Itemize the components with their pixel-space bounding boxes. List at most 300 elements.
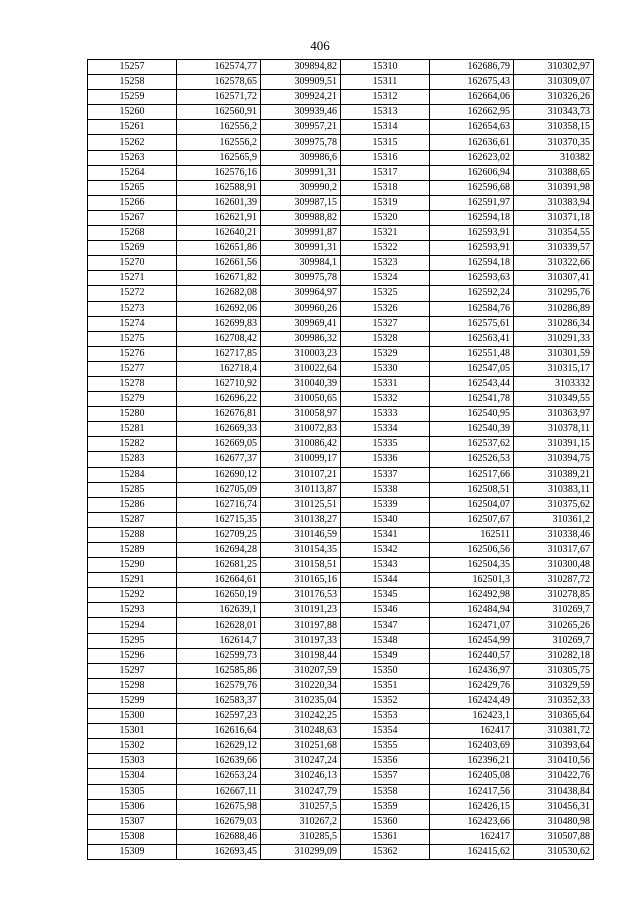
table-row xyxy=(88,331,594,346)
cell-point-id-left: 15272 xyxy=(88,286,177,301)
cell-y-right: 310339,57 xyxy=(514,241,594,256)
table-row xyxy=(88,195,594,210)
cell-x-right: 162592,24 xyxy=(430,286,514,301)
cell-point-id-left: 15286 xyxy=(88,497,177,512)
cell-point-id-right: 15316 xyxy=(341,150,430,165)
cell-x-left: 162578,65 xyxy=(177,75,261,90)
cell-y-left: 310086,42 xyxy=(261,437,341,452)
cell-point-id-right: 15353 xyxy=(341,709,430,724)
table-row xyxy=(88,573,594,588)
cell-y-right: 310291,33 xyxy=(514,331,594,346)
cell-y-right: 310286,34 xyxy=(514,316,594,331)
cell-y-left: 310107,21 xyxy=(261,467,341,482)
cell-point-id-right: 15351 xyxy=(341,678,430,693)
cell-x-right: 162426,15 xyxy=(430,799,514,814)
table-row xyxy=(88,256,594,271)
cell-y-left: 310146,59 xyxy=(261,527,341,542)
cell-x-right: 162504,35 xyxy=(430,558,514,573)
cell-x-right: 162675,43 xyxy=(430,75,514,90)
cell-y-right: 310530,62 xyxy=(514,844,594,859)
table-row xyxy=(88,135,594,150)
cell-point-id-right: 15338 xyxy=(341,482,430,497)
cell-y-left: 309990,2 xyxy=(261,180,341,195)
cell-x-right: 162504,07 xyxy=(430,497,514,512)
cell-point-id-left: 15266 xyxy=(88,195,177,210)
cell-point-id-left: 15287 xyxy=(88,512,177,527)
cell-x-right: 162593,63 xyxy=(430,271,514,286)
cell-point-id-right: 15359 xyxy=(341,799,430,814)
cell-x-left: 162597,23 xyxy=(177,709,261,724)
cell-x-right: 162429,76 xyxy=(430,678,514,693)
cell-y-right: 310394,75 xyxy=(514,452,594,467)
cell-point-id-right: 15343 xyxy=(341,558,430,573)
cell-point-id-left: 15302 xyxy=(88,739,177,754)
table-row xyxy=(88,271,594,286)
cell-x-right: 162511 xyxy=(430,527,514,542)
cell-point-id-left: 15297 xyxy=(88,663,177,678)
cell-x-left: 162639,1 xyxy=(177,603,261,618)
cell-y-left: 309924,21 xyxy=(261,90,341,105)
table-row xyxy=(88,754,594,769)
cell-x-right: 162454,99 xyxy=(430,633,514,648)
cell-point-id-left: 15267 xyxy=(88,210,177,225)
cell-x-left: 162690,12 xyxy=(177,467,261,482)
cell-y-right: 310382 xyxy=(514,150,594,165)
cell-x-left: 162688,46 xyxy=(177,829,261,844)
cell-x-right: 162591,97 xyxy=(430,195,514,210)
cell-point-id-left: 15276 xyxy=(88,346,177,361)
cell-y-right: 310388,65 xyxy=(514,165,594,180)
table-row xyxy=(88,543,594,558)
cell-y-right: 310480,98 xyxy=(514,814,594,829)
cell-point-id-right: 15339 xyxy=(341,497,430,512)
cell-y-right: 310361,2 xyxy=(514,512,594,527)
table-row xyxy=(88,663,594,678)
cell-x-left: 162583,37 xyxy=(177,693,261,708)
cell-point-id-left: 15304 xyxy=(88,769,177,784)
cell-point-id-left: 15295 xyxy=(88,633,177,648)
cell-y-right: 310365,64 xyxy=(514,709,594,724)
table-row xyxy=(88,226,594,241)
cell-x-right: 162547,05 xyxy=(430,361,514,376)
cell-x-left: 162556,2 xyxy=(177,120,261,135)
table-row xyxy=(88,210,594,225)
cell-x-right: 162417,56 xyxy=(430,784,514,799)
cell-point-id-right: 15347 xyxy=(341,618,430,633)
cell-y-right: 310391,15 xyxy=(514,437,594,452)
cell-y-left: 310197,88 xyxy=(261,618,341,633)
cell-y-right: 310329,59 xyxy=(514,678,594,693)
cell-y-left: 309991,87 xyxy=(261,226,341,241)
cell-point-id-left: 15289 xyxy=(88,543,177,558)
cell-x-left: 162681,25 xyxy=(177,558,261,573)
cell-x-right: 162541,78 xyxy=(430,392,514,407)
cell-x-left: 162628,01 xyxy=(177,618,261,633)
table-row xyxy=(88,512,594,527)
cell-x-right: 162440,57 xyxy=(430,648,514,663)
cell-point-id-left: 15262 xyxy=(88,135,177,150)
cell-x-right: 162423,66 xyxy=(430,814,514,829)
table-row xyxy=(88,678,594,693)
table-row xyxy=(88,784,594,799)
cell-point-id-left: 15264 xyxy=(88,165,177,180)
cell-point-id-left: 15284 xyxy=(88,467,177,482)
cell-y-left: 310248,63 xyxy=(261,724,341,739)
cell-point-id-left: 15278 xyxy=(88,376,177,391)
cell-y-left: 310247,24 xyxy=(261,754,341,769)
table-row xyxy=(88,105,594,120)
cell-point-id-left: 15270 xyxy=(88,256,177,271)
cell-point-id-right: 15321 xyxy=(341,226,430,241)
cell-y-left: 310113,87 xyxy=(261,482,341,497)
cell-x-left: 162693,45 xyxy=(177,844,261,859)
cell-y-right: 310389,21 xyxy=(514,467,594,482)
cell-point-id-left: 15274 xyxy=(88,316,177,331)
cell-x-left: 162585,86 xyxy=(177,663,261,678)
cell-point-id-right: 15350 xyxy=(341,663,430,678)
cell-x-left: 162669,05 xyxy=(177,437,261,452)
cell-x-right: 162543,44 xyxy=(430,376,514,391)
cell-point-id-left: 15275 xyxy=(88,331,177,346)
cell-x-left: 162629,12 xyxy=(177,739,261,754)
cell-point-id-left: 15306 xyxy=(88,799,177,814)
table-row xyxy=(88,361,594,376)
cell-point-id-right: 15357 xyxy=(341,769,430,784)
cell-y-left: 309964,97 xyxy=(261,286,341,301)
cell-x-left: 162718,4 xyxy=(177,361,261,376)
page-number: 406 xyxy=(310,38,330,53)
cell-x-right: 162654,63 xyxy=(430,120,514,135)
cell-point-id-right: 15352 xyxy=(341,693,430,708)
cell-point-id-right: 15327 xyxy=(341,316,430,331)
cell-x-right: 162575,61 xyxy=(430,316,514,331)
cell-point-id-right: 15358 xyxy=(341,784,430,799)
cell-y-left: 310285,5 xyxy=(261,829,341,844)
table-row xyxy=(88,150,594,165)
cell-y-left: 310125,51 xyxy=(261,497,341,512)
cell-x-right: 162492,98 xyxy=(430,588,514,603)
cell-x-left: 162676,81 xyxy=(177,407,261,422)
cell-y-left: 310197,33 xyxy=(261,633,341,648)
cell-point-id-right: 15323 xyxy=(341,256,430,271)
cell-x-right: 162417 xyxy=(430,724,514,739)
cell-y-left: 309986,32 xyxy=(261,331,341,346)
cell-y-right: 310354,55 xyxy=(514,226,594,241)
cell-x-right: 162686,79 xyxy=(430,60,514,75)
table-row xyxy=(88,497,594,512)
cell-y-right: 310287,72 xyxy=(514,573,594,588)
cell-x-left: 162588,91 xyxy=(177,180,261,195)
cell-y-left: 309988,82 xyxy=(261,210,341,225)
cell-point-id-left: 15307 xyxy=(88,814,177,829)
cell-x-right: 162593,91 xyxy=(430,226,514,241)
cell-point-id-right: 15341 xyxy=(341,527,430,542)
cell-point-id-left: 15300 xyxy=(88,709,177,724)
cell-x-right: 162501,3 xyxy=(430,573,514,588)
table-row xyxy=(88,120,594,135)
cell-point-id-left: 15309 xyxy=(88,844,177,859)
cell-point-id-left: 15288 xyxy=(88,527,177,542)
cell-y-right: 310326,26 xyxy=(514,90,594,105)
cell-y-left: 310058,97 xyxy=(261,407,341,422)
cell-point-id-right: 15313 xyxy=(341,105,430,120)
table-row xyxy=(88,633,594,648)
table-row xyxy=(88,301,594,316)
cell-x-left: 162705,09 xyxy=(177,482,261,497)
cell-point-id-left: 15273 xyxy=(88,301,177,316)
cell-x-right: 162636,61 xyxy=(430,135,514,150)
table-row xyxy=(88,829,594,844)
cell-point-id-left: 15257 xyxy=(88,60,177,75)
cell-y-left: 309969,41 xyxy=(261,316,341,331)
table-row xyxy=(88,407,594,422)
cell-x-left: 162653,24 xyxy=(177,769,261,784)
coordinate-table xyxy=(87,59,594,860)
cell-point-id-left: 15277 xyxy=(88,361,177,376)
cell-point-id-right: 15324 xyxy=(341,271,430,286)
cell-y-right: 310422,76 xyxy=(514,769,594,784)
cell-x-right: 162484,94 xyxy=(430,603,514,618)
cell-y-right: 310383,11 xyxy=(514,482,594,497)
cell-x-left: 162677,37 xyxy=(177,452,261,467)
cell-point-id-right: 15348 xyxy=(341,633,430,648)
cell-x-left: 162710,92 xyxy=(177,376,261,391)
cell-x-left: 162717,85 xyxy=(177,346,261,361)
cell-x-right: 162594,18 xyxy=(430,256,514,271)
cell-x-right: 162540,39 xyxy=(430,422,514,437)
cell-y-left: 309939,46 xyxy=(261,105,341,120)
cell-point-id-right: 15330 xyxy=(341,361,430,376)
cell-point-id-right: 15311 xyxy=(341,75,430,90)
cell-point-id-left: 15283 xyxy=(88,452,177,467)
cell-y-left: 310154,35 xyxy=(261,543,341,558)
cell-y-left: 310246,13 xyxy=(261,769,341,784)
cell-point-id-left: 15299 xyxy=(88,693,177,708)
cell-y-left: 309894,82 xyxy=(261,60,341,75)
table-row xyxy=(88,286,594,301)
table-row xyxy=(88,588,594,603)
cell-point-id-left: 15261 xyxy=(88,120,177,135)
table-row xyxy=(88,724,594,739)
cell-y-left: 309984,1 xyxy=(261,256,341,271)
cell-point-id-left: 15281 xyxy=(88,422,177,437)
cell-point-id-right: 15315 xyxy=(341,135,430,150)
cell-x-right: 162551,48 xyxy=(430,346,514,361)
cell-y-right: 310381,72 xyxy=(514,724,594,739)
cell-y-left: 310220,34 xyxy=(261,678,341,693)
cell-y-right: 310507,88 xyxy=(514,829,594,844)
table-row xyxy=(88,799,594,814)
cell-y-right: 310349,55 xyxy=(514,392,594,407)
cell-point-id-left: 15301 xyxy=(88,724,177,739)
cell-x-right: 162417 xyxy=(430,829,514,844)
table-row xyxy=(88,814,594,829)
cell-y-left: 310191,23 xyxy=(261,603,341,618)
cell-x-left: 162560,91 xyxy=(177,105,261,120)
cell-point-id-right: 15335 xyxy=(341,437,430,452)
table-row xyxy=(88,316,594,331)
cell-y-right: 310265,26 xyxy=(514,618,594,633)
cell-point-id-right: 15342 xyxy=(341,543,430,558)
cell-point-id-right: 15317 xyxy=(341,165,430,180)
table-row xyxy=(88,241,594,256)
cell-point-id-left: 15292 xyxy=(88,588,177,603)
cell-y-right: 310295,76 xyxy=(514,286,594,301)
cell-y-right: 310302,97 xyxy=(514,60,594,75)
cell-x-left: 162692,06 xyxy=(177,301,261,316)
cell-point-id-left: 15303 xyxy=(88,754,177,769)
cell-x-left: 162669,33 xyxy=(177,422,261,437)
cell-point-id-right: 15346 xyxy=(341,603,430,618)
cell-y-left: 309960,26 xyxy=(261,301,341,316)
cell-y-left: 310257,5 xyxy=(261,799,341,814)
cell-y-right: 310371,18 xyxy=(514,210,594,225)
cell-point-id-right: 15354 xyxy=(341,724,430,739)
table-row xyxy=(88,180,594,195)
cell-x-left: 162576,16 xyxy=(177,165,261,180)
cell-y-left: 309909,51 xyxy=(261,75,341,90)
cell-x-left: 162682,08 xyxy=(177,286,261,301)
cell-point-id-right: 15340 xyxy=(341,512,430,527)
cell-y-right: 310282,18 xyxy=(514,648,594,663)
cell-y-left: 310207,59 xyxy=(261,663,341,678)
cell-x-right: 162606,94 xyxy=(430,165,514,180)
cell-point-id-right: 15361 xyxy=(341,829,430,844)
cell-y-right: 310363,97 xyxy=(514,407,594,422)
cell-y-left: 310072,83 xyxy=(261,422,341,437)
cell-y-right: 310438,84 xyxy=(514,784,594,799)
cell-point-id-left: 15290 xyxy=(88,558,177,573)
cell-y-left: 309986,6 xyxy=(261,150,341,165)
cell-x-left: 162640,21 xyxy=(177,226,261,241)
cell-x-left: 162621,91 xyxy=(177,210,261,225)
table-row xyxy=(88,482,594,497)
cell-y-right: 310286,89 xyxy=(514,301,594,316)
cell-y-right: 310269,7 xyxy=(514,633,594,648)
cell-point-id-left: 15293 xyxy=(88,603,177,618)
table-row xyxy=(88,558,594,573)
cell-y-right: 310300,48 xyxy=(514,558,594,573)
cell-y-left: 309975,78 xyxy=(261,271,341,286)
table-row xyxy=(88,603,594,618)
table-row xyxy=(88,452,594,467)
cell-y-right: 310370,35 xyxy=(514,135,594,150)
cell-x-right: 162594,18 xyxy=(430,210,514,225)
cell-point-id-left: 15268 xyxy=(88,226,177,241)
cell-x-left: 162699,83 xyxy=(177,316,261,331)
cell-point-id-left: 15280 xyxy=(88,407,177,422)
cell-x-right: 162508,51 xyxy=(430,482,514,497)
table-row xyxy=(88,467,594,482)
cell-x-left: 162716,74 xyxy=(177,497,261,512)
cell-y-right: 310307,41 xyxy=(514,271,594,286)
table-row xyxy=(88,739,594,754)
cell-x-left: 162679,03 xyxy=(177,814,261,829)
table-row xyxy=(88,346,594,361)
cell-x-left: 162694,28 xyxy=(177,543,261,558)
cell-y-right: 310301,59 xyxy=(514,346,594,361)
cell-x-left: 162639,66 xyxy=(177,754,261,769)
cell-x-left: 162671,82 xyxy=(177,271,261,286)
cell-point-id-left: 15271 xyxy=(88,271,177,286)
cell-y-left: 310099,17 xyxy=(261,452,341,467)
cell-x-left: 162574,77 xyxy=(177,60,261,75)
cell-x-right: 162424,49 xyxy=(430,693,514,708)
cell-y-right: 310456,31 xyxy=(514,799,594,814)
cell-y-left: 310267,2 xyxy=(261,814,341,829)
cell-point-id-left: 15294 xyxy=(88,618,177,633)
cell-y-left: 310242,25 xyxy=(261,709,341,724)
table-row xyxy=(88,75,594,90)
cell-y-right: 310269,7 xyxy=(514,603,594,618)
cell-x-right: 162664,06 xyxy=(430,90,514,105)
cell-y-left: 310003,23 xyxy=(261,346,341,361)
cell-x-right: 162405,08 xyxy=(430,769,514,784)
cell-point-id-right: 15336 xyxy=(341,452,430,467)
cell-x-right: 162471,07 xyxy=(430,618,514,633)
cell-x-left: 162565,9 xyxy=(177,150,261,165)
cell-x-right: 162415,62 xyxy=(430,844,514,859)
cell-x-left: 162708,42 xyxy=(177,331,261,346)
cell-y-left: 309991,31 xyxy=(261,165,341,180)
cell-point-id-left: 15279 xyxy=(88,392,177,407)
cell-y-left: 309957,21 xyxy=(261,120,341,135)
cell-y-right: 310391,98 xyxy=(514,180,594,195)
cell-x-right: 162596,68 xyxy=(430,180,514,195)
cell-point-id-left: 15259 xyxy=(88,90,177,105)
table-row xyxy=(88,769,594,784)
cell-point-id-right: 15328 xyxy=(341,331,430,346)
cell-point-id-right: 15312 xyxy=(341,90,430,105)
cell-x-left: 162696,22 xyxy=(177,392,261,407)
cell-x-right: 162563,41 xyxy=(430,331,514,346)
cell-x-right: 162423,1 xyxy=(430,709,514,724)
cell-x-left: 162664,61 xyxy=(177,573,261,588)
cell-point-id-right: 15349 xyxy=(341,648,430,663)
cell-y-left: 310138,27 xyxy=(261,512,341,527)
cell-y-left: 310251,68 xyxy=(261,739,341,754)
cell-x-right: 162403,69 xyxy=(430,739,514,754)
cell-point-id-right: 15329 xyxy=(341,346,430,361)
cell-y-left: 310022,64 xyxy=(261,361,341,376)
table-row xyxy=(88,844,594,859)
cell-point-id-left: 15258 xyxy=(88,75,177,90)
cell-point-id-right: 15362 xyxy=(341,844,430,859)
coordinate-table-body xyxy=(88,60,594,860)
cell-point-id-left: 15260 xyxy=(88,105,177,120)
cell-point-id-right: 15319 xyxy=(341,195,430,210)
cell-y-left: 310176,53 xyxy=(261,588,341,603)
cell-y-right: 310322,66 xyxy=(514,256,594,271)
cell-point-id-right: 15356 xyxy=(341,754,430,769)
cell-point-id-right: 15332 xyxy=(341,392,430,407)
cell-point-id-right: 15331 xyxy=(341,376,430,391)
table-row xyxy=(88,693,594,708)
cell-point-id-right: 15318 xyxy=(341,180,430,195)
cell-y-left: 309991,31 xyxy=(261,241,341,256)
cell-x-left: 162675,98 xyxy=(177,799,261,814)
cell-x-left: 162599,73 xyxy=(177,648,261,663)
cell-y-right: 310410,56 xyxy=(514,754,594,769)
cell-y-right: 310343,73 xyxy=(514,105,594,120)
table-row xyxy=(88,60,594,75)
cell-point-id-right: 15345 xyxy=(341,588,430,603)
cell-y-left: 310165,16 xyxy=(261,573,341,588)
cell-y-right: 310375,62 xyxy=(514,497,594,512)
table-row xyxy=(88,618,594,633)
cell-y-left: 310235,04 xyxy=(261,693,341,708)
cell-x-left: 162709,25 xyxy=(177,527,261,542)
